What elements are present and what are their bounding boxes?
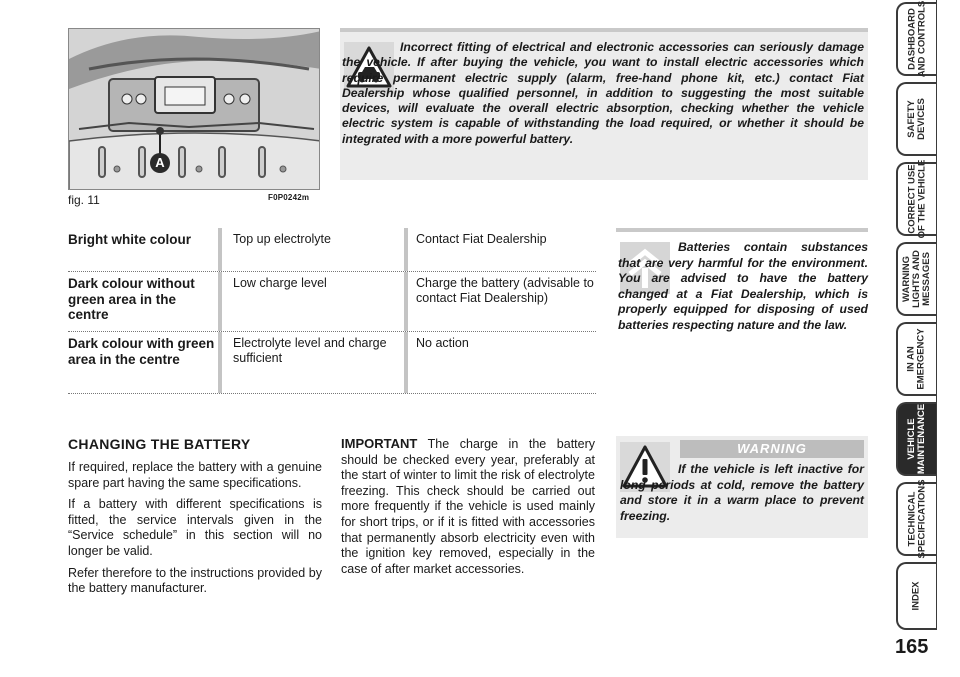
- freezing-warning-text: If the vehicle is left inactive for long periods at cold, remove the battery and store it in a warm place to prevent freezing.: [620, 462, 864, 523]
- important-paragraph: [341, 436, 595, 577]
- colour-cell: Dark colour with green area in the centre: [68, 336, 215, 367]
- table-row: [68, 228, 596, 272]
- accessory-warning-text: Incorrect fitting of electrical and electronic accessories can seriously damage the vehicle. If after buying the vehicle, you want to install electric accessories which require permanent electric supply (alarm, free-hand phone kit, etc.) contact Fiat Dealership whose qualified personnel, in addition to suggesting the most suitable devices, will evaluate the overall electric absorption, checking whether the vehicle electric system is capable of withstanding the load required, or whether it should be integrated with a more powerful battery.: [342, 40, 864, 146]
- state-cell: Electrolyte level and charge sufficient: [233, 336, 387, 365]
- accessory-warning: [340, 28, 868, 180]
- environment-note: [616, 228, 868, 356]
- colour-cell: Dark colour without green area in the centre: [68, 276, 195, 322]
- environment-note-text: Batteries contain substances that are very harmful for the environment. You are advised to have the battery changed at a Fiat Dealership, which is properly equipped for disposing of used batteries respecting nature and the law.: [618, 240, 868, 332]
- tab-index[interactable]: INDEX: [896, 562, 936, 630]
- tab-vehicle-maintenance[interactable]: VEHICLE MAINTENANCE: [896, 402, 936, 476]
- section-heading: CHANGING THE BATTERY: [68, 436, 251, 452]
- battery-figure: [68, 28, 320, 190]
- figure-caption: fig. 11: [68, 193, 100, 207]
- action-cell: Charge the battery (advisable to contact Fiat Dealership): [416, 276, 594, 305]
- table-row: [68, 332, 596, 394]
- table-row: [68, 272, 596, 332]
- figure-code: F0P0242m: [268, 193, 310, 202]
- warning-top-bar: [340, 28, 868, 32]
- important-text: The charge in the battery should be checked every year, preferably at the start of winter to limit the risk of electrolyte freezing. This check should be carried out more frequently if the vehicle is used mainly for short trips, or if it is fitted with accessories that permanently absorb electricity even with the ignition key removed, especially in the case of after market accessories.: [341, 437, 595, 576]
- important-section: [341, 436, 595, 583]
- action-cell: Contact Fiat Dealership: [416, 232, 547, 246]
- battery-state-table: [68, 228, 596, 394]
- tab-dashboard-and-controls[interactable]: DASHBOARD AND CONTROLS: [896, 2, 936, 76]
- state-cell: Low charge level: [233, 276, 327, 290]
- page-number: 165: [895, 636, 929, 658]
- tab-correct-use[interactable]: CORRECT USE OF THE VEHICLE: [896, 162, 936, 236]
- freezing-warning: [616, 436, 868, 538]
- important-lead: IMPORTANT: [341, 436, 418, 451]
- callout-a: A: [150, 153, 170, 173]
- battery-illustration: [69, 29, 320, 190]
- paragraph: Refer therefore to the instructions provided by the battery manufacturer.: [68, 565, 322, 596]
- tab-warning-lights[interactable]: WARNING LIGHTS AND MESSAGES: [896, 242, 936, 316]
- paragraph: If required, replace the battery with a genuine spare part having the same specifications.: [68, 460, 322, 490]
- warning-label: WARNING: [680, 440, 864, 458]
- action-cell: No action: [416, 336, 469, 350]
- note-top-bar: [616, 228, 868, 232]
- changing-battery-section: [68, 436, 322, 603]
- tab-in-an-emergency[interactable]: IN AN EMERGENCY: [896, 322, 936, 396]
- tab-technical-specifications[interactable]: TECHNICAL SPECIFICATIONS: [896, 482, 936, 556]
- tab-safety-devices[interactable]: SAFETY DEVICES: [896, 82, 936, 156]
- colour-cell: Bright white colour: [68, 232, 191, 247]
- chapter-tabs: [896, 0, 960, 677]
- state-cell: Top up electrolyte: [233, 232, 331, 246]
- paragraph: If a battery with different specifications is fitted, the service intervals given in the “Service schedule” in this section will no longer be valid.: [68, 497, 322, 558]
